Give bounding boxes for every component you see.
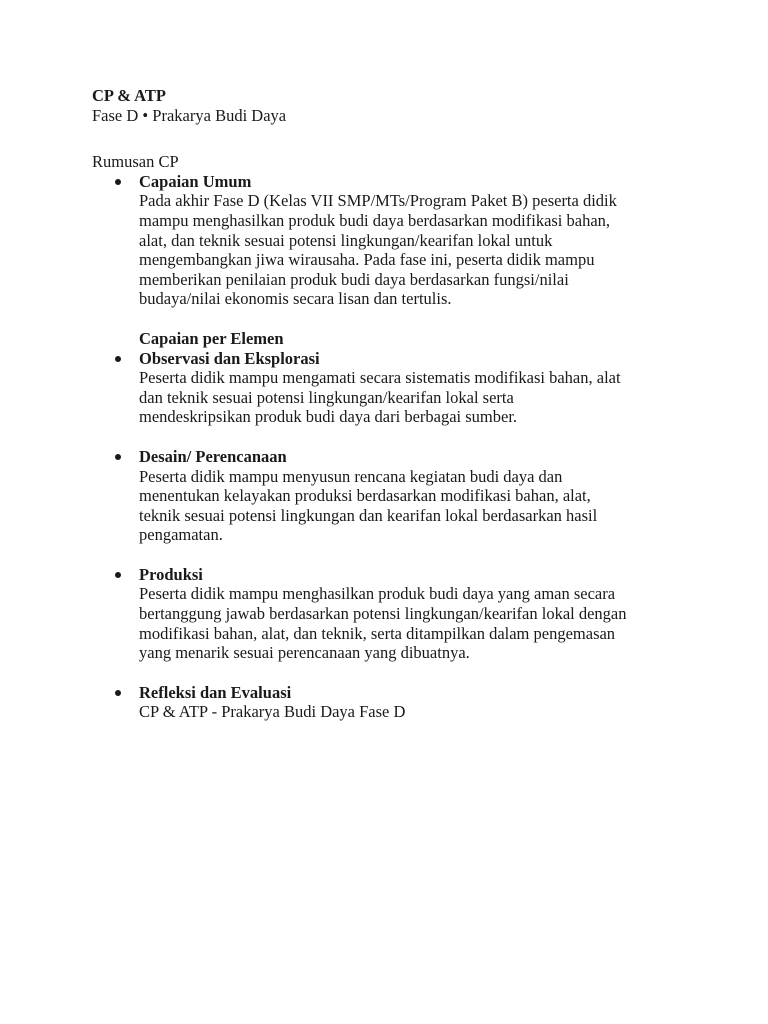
body-line: mendeskripsikan produk budi daya dari berbagai sumber. xyxy=(139,407,518,427)
body-line: CP & ATP - Prakarya Budi Daya Fase D xyxy=(139,702,406,722)
body-line: Pada akhir Fase D (Kelas VII SMP/MTs/Program Paket B) peserta didik xyxy=(139,191,617,211)
body-line: dan teknik sesuai potensi lingkungan/kearifan lokal serta xyxy=(139,387,514,407)
item-body xyxy=(139,467,712,545)
bullet-icon xyxy=(115,179,121,185)
list-item-produksi xyxy=(92,565,712,663)
list-item-observasi xyxy=(92,349,712,427)
element-list xyxy=(92,349,712,723)
item-body xyxy=(139,702,712,722)
body-line: mampu menghasilkan produk budi daya berdasarkan modifikasi bahan, xyxy=(139,210,611,230)
document-page xyxy=(92,86,712,722)
bullet-icon xyxy=(115,454,121,460)
item-title: Refleksi dan Evaluasi xyxy=(139,682,292,702)
body-line: alat, dan teknik sesuai potensi lingkungan/kearifan lokal untuk xyxy=(139,230,553,250)
document-title: CP & ATP xyxy=(92,86,166,105)
list-item-desain xyxy=(92,447,712,545)
bullet-icon xyxy=(115,690,121,696)
subheading-capaian-per-elemen: Capaian per Elemen xyxy=(139,328,284,348)
body-line: memberikan penilaian produk budi daya berdasarkan fungsi/nilai xyxy=(139,269,569,289)
item-body xyxy=(139,191,712,309)
body-line: modifikasi bahan, alat, dan teknik, serta ditampilkan dalam pengemasan xyxy=(139,623,616,643)
body-line: teknik sesuai potensi lingkungan dan kearifan lokal berdasarkan hasil xyxy=(139,505,598,525)
body-line: Peserta didik mampu menyusun rencana kegiatan budi daya dan xyxy=(139,466,563,486)
body-line: Peserta didik mampu menghasilkan produk budi daya yang aman secara xyxy=(139,584,616,604)
body-line: menentukan kelayakan produksi berdasarkan modifikasi bahan, alat, xyxy=(139,486,591,506)
item-body xyxy=(139,368,712,427)
body-line: bertanggung jawab berdasarkan potensi lingkungan/kearifan lokal dengan xyxy=(139,604,627,624)
document-subtitle: Fase D • Prakarya Budi Daya xyxy=(92,105,287,125)
body-line: pengamatan. xyxy=(139,525,223,545)
general-achievement-list xyxy=(92,172,712,309)
item-title: Produksi xyxy=(139,564,203,584)
item-title: Observasi dan Eksplorasi xyxy=(139,348,320,368)
body-line: Peserta didik mampu mengamati secara sistematis modifikasi bahan, alat xyxy=(139,368,621,388)
body-line: mengembangkan jiwa wirausaha. Pada fase ini, peserta didik mampu xyxy=(139,250,595,270)
list-item-capaian-umum xyxy=(92,172,712,309)
bullet-icon xyxy=(115,356,121,362)
item-title: Capaian Umum xyxy=(139,171,252,191)
list-item-refleksi xyxy=(92,683,712,722)
body-line: budaya/nilai ekonomis secara lisan dan tertulis. xyxy=(139,289,452,309)
body-line: yang menarik sesuai perencanaan yang dibuatnya. xyxy=(139,643,470,663)
bullet-icon xyxy=(115,572,121,578)
section-heading-rumusan-cp: Rumusan CP xyxy=(92,152,179,172)
item-body xyxy=(139,584,712,662)
item-title: Desain/ Perencanaan xyxy=(139,446,287,466)
